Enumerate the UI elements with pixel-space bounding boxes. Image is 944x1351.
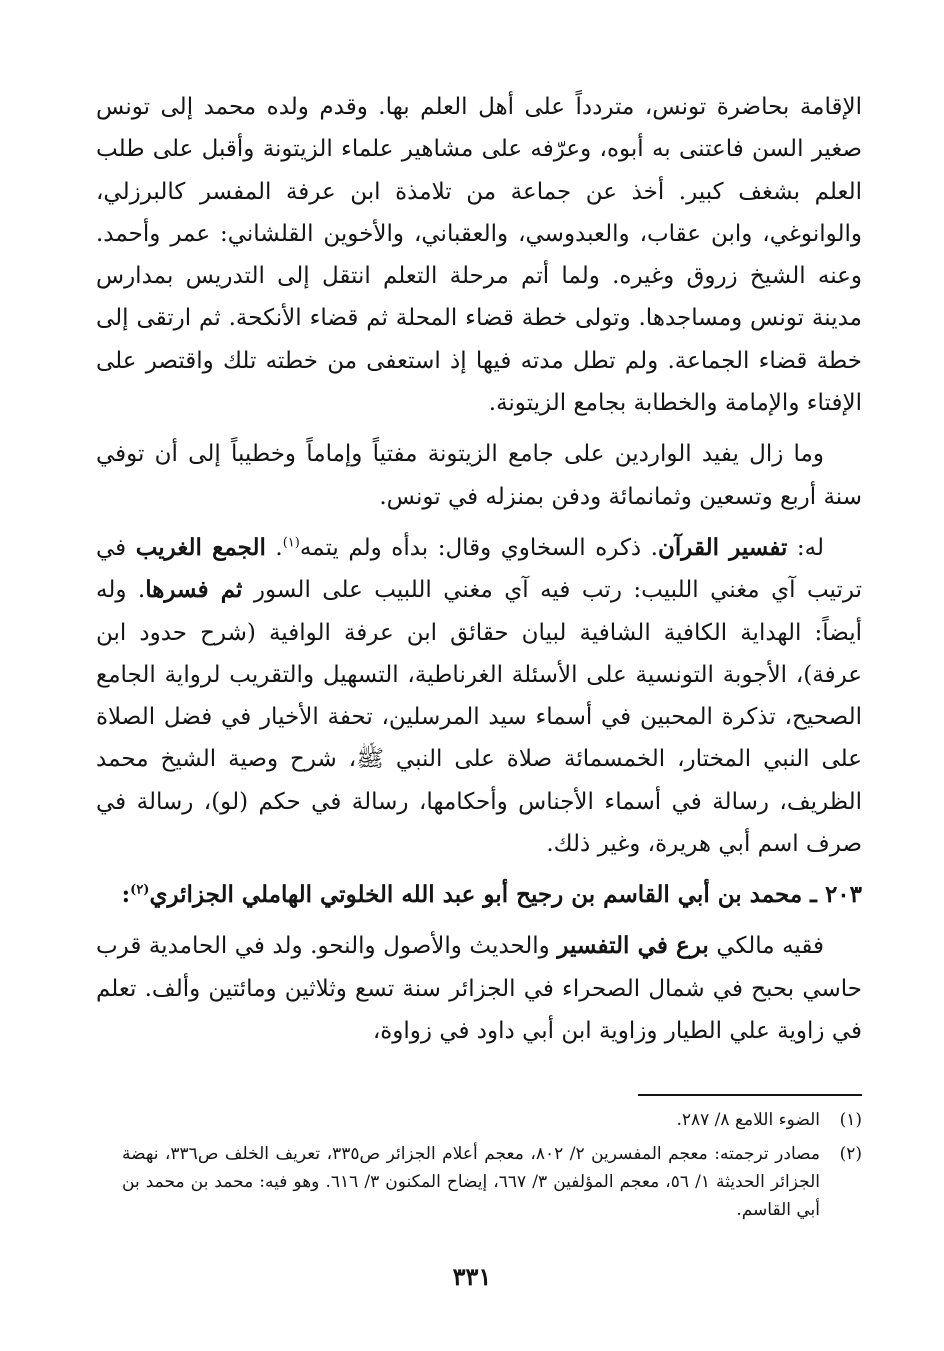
works-text: . <box>265 534 283 561</box>
entry-heading-text: ٢٠٣ ـ محمد بن أبي القاسم بن رجيح أبو عبد الله الخلوتي الهاملي الجزائري <box>149 881 862 909</box>
work-title-tafsir: تفسير القرآن <box>657 533 788 561</box>
footnote-1 <box>122 1106 862 1134</box>
entry-bold-phrase: برع في التفسير <box>557 932 709 960</box>
paragraph-biography: الإقامة بحاضرة تونس، متردداً على أهل العلم بها. وقدم ولده محمد إلى تونس صغير السن فاعتنى به أبوه، وعرّفه على مشاهير علماء الزيتونة وأقبل على طلب العلم بشغف كبير. أخذ عن جماعة من تلامذة ابن عرفة المفسر كالبرزلي، والوانوغي، وابن عقاب، والعبدوسي، والعقباني، والأخوين القلشاني: عمر وأحمد. وعنه الشيخ زروق وغيره. ولما أتم مرحلة التعلم انتقل إلى التدريس بمدارس مدينة تونس ومساجدها. وتولى خطة قضاء المحلة ثم قضاء الأنكحة. ثم ارتقى إلى خطة قضاء الجماعة. ولم تطل مدته فيها إذ استعفى من خطته تلك واقتصر على الإفتاء والإمامة والخطابة بجامع الزيتونة. <box>96 94 862 417</box>
paragraph-death: وما زال يفيد الواردين على جامع الزيتونة مفتياً وإماماً وخطيباً إلى أن توفي سنة أربع وتسعين وثمانمائة ودفن بمنزله في تونس. <box>96 441 862 510</box>
works-intro: له: <box>787 534 824 561</box>
footnotes <box>122 1106 862 1224</box>
footnote-ref-2[interactable]: (٢) <box>130 882 150 898</box>
works-text: في ترتيب آي مغني اللبيب: رتب فيه آي مغني اللبيب على السور <box>96 534 862 604</box>
entry-text: والحديث والأصول والنحو. ولد في الحامدية قرب حاسي بحبح في شمال الصحراء في الجزائر سنة تسع وثلاثين ومائتين وألف. تعلم في زاوية علي الطيار وزاوية ابن أبي داود في زواوة، <box>96 933 862 1044</box>
works-text: . ذكره السخاوي وقال: بدأه ولم يتمه <box>299 534 658 561</box>
footnote-separator <box>638 1094 862 1096</box>
footnote-number: (١) <box>839 1110 862 1130</box>
footnote-number: (٢) <box>839 1144 862 1164</box>
entry-heading-colon: : <box>121 881 131 909</box>
main-text <box>96 86 862 1052</box>
entry-text: فقيه مالكي <box>708 933 824 960</box>
work-bold-phrase: ثم فسرها <box>145 576 243 604</box>
footnote-text: مصادر ترجمته: معجم المفسرين ٢/ ٨٠٢، معجم أعلام الجزائر ص٣٣٥، تعريف الخلف ص٣٣٦، نهضة الجزائر الحديثة ١/ ٥٦، معجم المؤلفين ٣/ ٦٦٧، إيضاح المكنون ٣/ ٦١٦. وهو فيه: محمد بن محمد بن أبي القاسم. <box>122 1144 820 1220</box>
paragraph-entry-203 <box>96 925 862 1052</box>
work-title-jam: الجمع الغريب <box>135 533 266 561</box>
page-number: ٣٣١ <box>452 1262 492 1291</box>
works-text: . وله أيضاً: الهداية الكافية الشافية لبيان حقائق ابن عرفة الوافية (شرح حدود ابن عرفة)، الأجوبة التونسية على الأسئلة الغرناطية، التسهيل والتقريب لرواية الجامع الصحيح، تذكرة المحبين في أسماء سيد المرسلين، تحفة الأخيار في فضل الصلاة على النبي المختار، الخمسمائة صلاة على النبي ﷺ، شرح وصية الشيخ محمد الظريف، رسالة في أسماء الأجناس وأحكامها، رسالة في حكم (لو)، رسالة في صرف اسم أبي هريرة، وغير ذلك. <box>96 577 862 858</box>
footnote-2 <box>122 1140 862 1224</box>
footnote-ref-1[interactable]: (١) <box>282 535 300 551</box>
entry-heading <box>96 874 862 916</box>
footnote-text: الضوء اللامع ٨/ ٢٨٧. <box>676 1110 820 1130</box>
paragraph-works <box>96 527 862 865</box>
